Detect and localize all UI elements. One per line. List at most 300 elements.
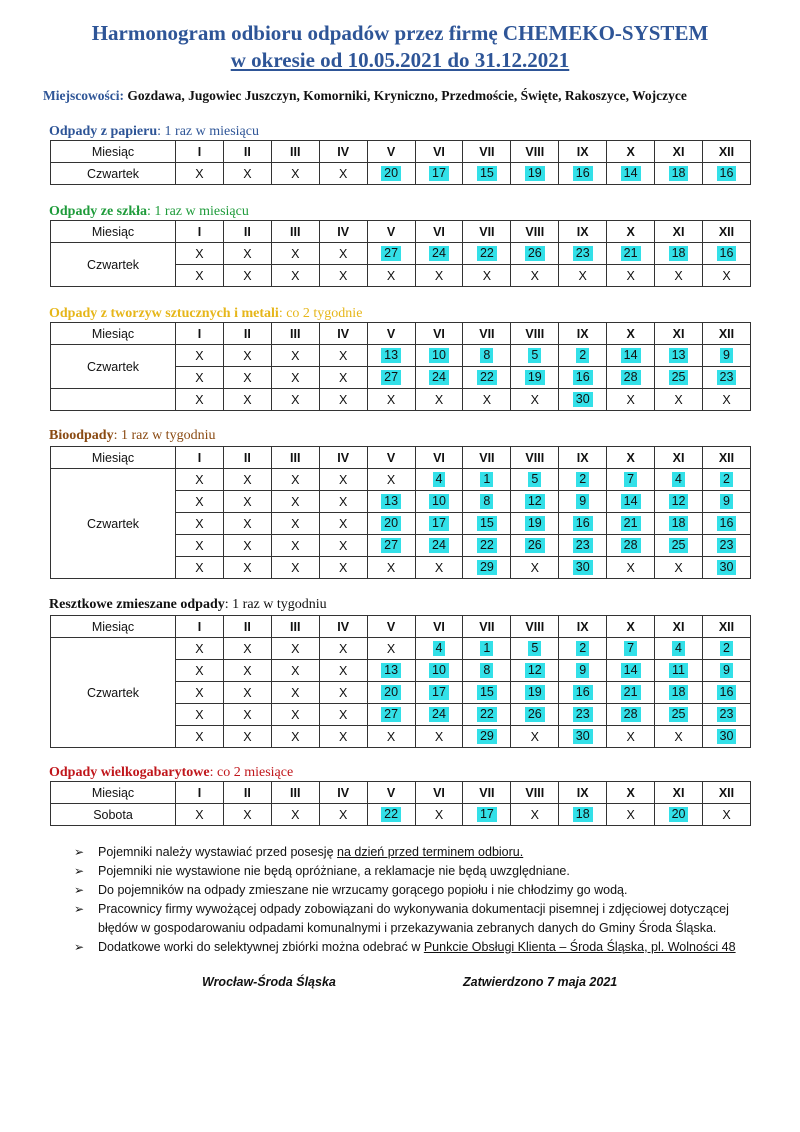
pickup-date: 20 <box>381 685 401 700</box>
month-column-header: V <box>367 616 415 638</box>
date-cell <box>511 535 559 557</box>
date-cell <box>463 345 511 367</box>
date-cell <box>702 469 750 491</box>
pickup-date: 27 <box>381 707 401 722</box>
date-cell <box>559 804 607 826</box>
date-cell: X <box>319 491 367 513</box>
date-cell: X <box>319 265 367 287</box>
date-cell: X <box>176 513 224 535</box>
month-column-header: VII <box>463 616 511 638</box>
month-header-cell: Miesiąc <box>51 616 176 638</box>
date-cell: X <box>223 491 271 513</box>
pickup-date: 1 <box>480 472 493 487</box>
date-cell <box>559 513 607 535</box>
table-header-row <box>51 141 751 163</box>
date-cell <box>415 469 463 491</box>
month-column-header: XI <box>655 447 703 469</box>
pickup-date: 29 <box>477 560 497 575</box>
pickup-date: 4 <box>433 641 446 656</box>
month-column-header: VIII <box>511 141 559 163</box>
pickup-date: 5 <box>528 348 541 363</box>
note-text: Dodatkowe worki do selektywnej zbiórki można odebrać w <box>98 940 424 954</box>
pickup-date: 9 <box>576 663 589 678</box>
day-label-cell: Czwartek <box>51 638 176 748</box>
date-cell <box>559 389 607 411</box>
month-column-header: IX <box>559 221 607 243</box>
month-column-header: V <box>367 141 415 163</box>
date-cell: X <box>367 389 415 411</box>
section-name: Resztkowe zmieszane odpady <box>49 597 225 612</box>
date-cell <box>367 367 415 389</box>
date-cell: X <box>319 513 367 535</box>
pickup-date: 22 <box>477 707 497 722</box>
pickup-date: 7 <box>624 641 637 656</box>
month-column-header: IV <box>319 323 367 345</box>
table-header-row <box>51 616 751 638</box>
month-column-header: XI <box>655 141 703 163</box>
table-row <box>51 804 751 826</box>
date-cell <box>367 804 415 826</box>
pickup-date: 18 <box>669 246 689 261</box>
date-cell <box>607 367 655 389</box>
date-cell: X <box>271 491 319 513</box>
localities-line <box>43 88 783 104</box>
day-label-cell: Sobota <box>51 804 176 826</box>
date-cell: X <box>367 469 415 491</box>
pickup-date: 13 <box>669 348 689 363</box>
date-cell: X <box>319 469 367 491</box>
date-cell <box>607 682 655 704</box>
arrow-bullet-icon: ➢ <box>74 845 85 859</box>
month-column-header: IX <box>559 782 607 804</box>
date-cell <box>655 535 703 557</box>
pickup-date: 30 <box>573 392 593 407</box>
month-column-header: IX <box>559 141 607 163</box>
date-cell: X <box>223 345 271 367</box>
month-header-cell: Miesiąc <box>51 447 176 469</box>
pickup-date: 26 <box>525 707 545 722</box>
schedule-table <box>50 220 751 287</box>
date-cell <box>607 243 655 265</box>
schedule-table <box>50 781 751 826</box>
pickup-date: 7 <box>624 472 637 487</box>
date-cell <box>463 557 511 579</box>
date-cell <box>511 638 559 660</box>
date-cell: X <box>655 265 703 287</box>
date-cell <box>463 243 511 265</box>
pickup-date: 2 <box>576 348 589 363</box>
pickup-date: 2 <box>720 641 733 656</box>
month-column-header: I <box>176 616 224 638</box>
schedule-table <box>50 615 751 748</box>
pickup-date: 12 <box>669 494 689 509</box>
month-column-header: VIII <box>511 221 559 243</box>
date-cell: X <box>176 804 224 826</box>
date-cell <box>367 345 415 367</box>
month-column-header: III <box>271 221 319 243</box>
localities-label: Miejscowości: <box>43 88 124 103</box>
section-frequency: : co 2 miesiące <box>209 765 294 780</box>
pickup-date: 18 <box>669 166 689 181</box>
note-item <box>74 900 764 938</box>
date-cell <box>655 513 703 535</box>
date-cell: X <box>176 682 224 704</box>
pickup-date: 25 <box>669 707 689 722</box>
section-title <box>49 204 249 220</box>
date-cell <box>415 535 463 557</box>
date-cell <box>511 243 559 265</box>
date-cell <box>655 704 703 726</box>
section-name: Odpady wielkogabarytowe <box>49 765 210 780</box>
date-cell <box>702 513 750 535</box>
date-cell <box>415 345 463 367</box>
date-cell <box>415 163 463 185</box>
date-cell <box>655 469 703 491</box>
month-column-header: X <box>607 323 655 345</box>
note-item <box>74 862 764 881</box>
pickup-date: 16 <box>717 166 737 181</box>
date-cell <box>607 660 655 682</box>
pickup-date: 30 <box>717 729 737 744</box>
pickup-date: 21 <box>621 685 641 700</box>
date-cell: X <box>176 243 224 265</box>
date-cell: X <box>271 557 319 579</box>
date-cell <box>607 491 655 513</box>
pickup-date: 27 <box>381 246 401 261</box>
table-row <box>51 638 751 660</box>
date-cell: X <box>607 557 655 579</box>
date-cell: X <box>176 535 224 557</box>
month-column-header: I <box>176 141 224 163</box>
date-cell: X <box>319 367 367 389</box>
note-text: Pracownicy firmy wywożącej odpady zobowiązani do wykonywania dokumentacji pisemnej i zdjęciowej dotyczącej błędów w gospodarowaniu odpadami komunalnymi i przekazywania zebranych danych do Gminy Środa Śląska. <box>98 902 729 935</box>
month-column-header: VI <box>415 221 463 243</box>
date-cell: X <box>415 804 463 826</box>
section-frequency: : 1 raz w tygodniu <box>113 428 216 443</box>
date-cell: X <box>319 163 367 185</box>
month-column-header: VI <box>415 447 463 469</box>
date-cell: X <box>223 389 271 411</box>
pickup-date: 18 <box>669 685 689 700</box>
date-cell: X <box>319 557 367 579</box>
date-cell: X <box>271 804 319 826</box>
date-cell: X <box>319 638 367 660</box>
month-column-header: IV <box>319 447 367 469</box>
pickup-date: 8 <box>480 494 493 509</box>
date-cell <box>559 535 607 557</box>
section-frequency: : 1 raz w tygodniu <box>224 597 327 612</box>
month-column-header: X <box>607 782 655 804</box>
month-header-cell: Miesiąc <box>51 141 176 163</box>
date-cell: X <box>176 638 224 660</box>
day-label-cell: Czwartek <box>51 163 176 185</box>
date-cell: X <box>271 345 319 367</box>
month-column-header: VII <box>463 447 511 469</box>
pickup-date: 9 <box>720 663 733 678</box>
note-text: Pojemniki nie wystawione nie będą opróżniane, a reklamacje nie będą uwzględniane. <box>98 864 570 878</box>
section-title <box>49 124 259 140</box>
pickup-date: 29 <box>477 729 497 744</box>
date-cell <box>607 345 655 367</box>
pickup-date: 13 <box>381 348 401 363</box>
date-cell <box>607 469 655 491</box>
schedule-table <box>50 140 751 185</box>
pickup-date: 16 <box>573 685 593 700</box>
pickup-date: 17 <box>477 807 497 822</box>
date-cell: X <box>176 557 224 579</box>
date-cell: X <box>223 638 271 660</box>
month-column-header: VIII <box>511 323 559 345</box>
pickup-date: 1 <box>480 641 493 656</box>
date-cell: X <box>176 265 224 287</box>
month-column-header: IX <box>559 323 607 345</box>
month-column-header: VII <box>463 782 511 804</box>
month-column-header: II <box>223 221 271 243</box>
section-frequency: : 1 raz w miesiącu <box>157 124 259 139</box>
date-cell <box>655 638 703 660</box>
date-cell <box>559 682 607 704</box>
pickup-date: 4 <box>672 641 685 656</box>
date-cell <box>559 704 607 726</box>
pickup-date: 18 <box>669 516 689 531</box>
month-column-header: VI <box>415 141 463 163</box>
date-cell <box>559 243 607 265</box>
date-cell <box>559 367 607 389</box>
month-column-header: III <box>271 782 319 804</box>
pickup-date: 22 <box>381 807 401 822</box>
date-cell <box>559 491 607 513</box>
pickup-date: 16 <box>573 370 593 385</box>
pickup-date: 12 <box>525 494 545 509</box>
month-column-header: XII <box>702 616 750 638</box>
month-column-header: XI <box>655 221 703 243</box>
date-cell: X <box>655 389 703 411</box>
pickup-date: 2 <box>720 472 733 487</box>
table-row <box>51 243 751 265</box>
pickup-date: 23 <box>573 538 593 553</box>
date-cell <box>367 243 415 265</box>
date-cell <box>511 491 559 513</box>
date-cell: X <box>607 726 655 748</box>
month-column-header: II <box>223 141 271 163</box>
month-column-header: III <box>271 323 319 345</box>
date-cell <box>367 513 415 535</box>
pickup-date: 17 <box>429 685 449 700</box>
pickup-date: 27 <box>381 538 401 553</box>
pickup-date: 4 <box>672 472 685 487</box>
month-column-header: VII <box>463 323 511 345</box>
date-cell <box>655 660 703 682</box>
pickup-date: 18 <box>573 807 593 822</box>
date-cell <box>655 367 703 389</box>
pickup-date: 8 <box>480 663 493 678</box>
date-cell: X <box>367 557 415 579</box>
month-column-header: VIII <box>511 782 559 804</box>
month-column-header: X <box>607 447 655 469</box>
month-column-header: X <box>607 616 655 638</box>
pickup-date: 23 <box>717 707 737 722</box>
pickup-date: 28 <box>621 538 641 553</box>
date-cell: X <box>271 389 319 411</box>
pickup-date: 19 <box>525 370 545 385</box>
date-cell <box>367 704 415 726</box>
date-cell: X <box>702 804 750 826</box>
date-cell <box>702 557 750 579</box>
table-header-row <box>51 782 751 804</box>
pickup-date: 17 <box>429 516 449 531</box>
date-cell <box>702 243 750 265</box>
date-cell <box>607 163 655 185</box>
month-column-header: IV <box>319 141 367 163</box>
date-cell <box>655 243 703 265</box>
pickup-date: 13 <box>381 494 401 509</box>
date-cell <box>511 367 559 389</box>
month-column-header: X <box>607 141 655 163</box>
date-cell <box>702 638 750 660</box>
day-label-cell: Czwartek <box>51 469 176 579</box>
date-cell: X <box>607 265 655 287</box>
pickup-date: 23 <box>717 370 737 385</box>
month-column-header: III <box>271 447 319 469</box>
date-cell <box>559 163 607 185</box>
date-cell <box>702 682 750 704</box>
date-cell <box>463 638 511 660</box>
empty-label-cell <box>51 389 176 411</box>
pickup-date: 22 <box>477 370 497 385</box>
section-name: Odpady z tworzyw sztucznych i metali <box>49 306 279 321</box>
section-title <box>49 597 327 613</box>
date-cell: X <box>223 243 271 265</box>
pickup-date: 26 <box>525 538 545 553</box>
date-cell: X <box>319 682 367 704</box>
pickup-date: 9 <box>576 494 589 509</box>
month-column-header: XII <box>702 221 750 243</box>
date-cell: X <box>271 682 319 704</box>
date-cell <box>511 682 559 704</box>
date-cell: X <box>271 535 319 557</box>
section-name: Bioodpady <box>49 428 114 443</box>
month-column-header: VII <box>463 141 511 163</box>
month-column-header: VIII <box>511 447 559 469</box>
pickup-date: 10 <box>429 494 449 509</box>
date-cell: X <box>511 726 559 748</box>
date-cell <box>702 163 750 185</box>
date-cell: X <box>511 389 559 411</box>
month-column-header: I <box>176 447 224 469</box>
date-cell: X <box>271 469 319 491</box>
section-frequency: : co 2 tygodnie <box>278 306 363 321</box>
date-cell: X <box>655 726 703 748</box>
date-cell: X <box>176 367 224 389</box>
month-header-cell: Miesiąc <box>51 323 176 345</box>
date-cell <box>463 491 511 513</box>
date-cell <box>415 243 463 265</box>
page-title: Harmonogram odbioru odpadów przez firmę CHEMEKO-SYSTEM <box>91 21 709 45</box>
pickup-date: 2 <box>576 472 589 487</box>
pickup-date: 30 <box>717 560 737 575</box>
date-cell <box>607 704 655 726</box>
date-cell: X <box>271 704 319 726</box>
day-label-cell: Czwartek <box>51 243 176 287</box>
pickup-date: 20 <box>381 516 401 531</box>
month-column-header: V <box>367 782 415 804</box>
pickup-date: 28 <box>621 370 641 385</box>
date-cell <box>655 682 703 704</box>
date-cell: X <box>367 265 415 287</box>
day-label-cell: Czwartek <box>51 345 176 389</box>
arrow-bullet-icon: ➢ <box>74 940 85 954</box>
month-column-header: VIII <box>511 616 559 638</box>
note-text: Punkcie Obsługi Klienta – Środa Śląska, pl. Wolności 48 <box>423 940 736 954</box>
pickup-date: 17 <box>429 166 449 181</box>
date-cell <box>511 345 559 367</box>
footer-place: Wrocław-Środa Śląska <box>202 975 336 989</box>
section-frequency: : 1 raz w miesiącu <box>147 204 249 219</box>
date-cell: X <box>367 638 415 660</box>
pickup-date: 30 <box>573 560 593 575</box>
date-cell: X <box>702 389 750 411</box>
month-column-header: VI <box>415 323 463 345</box>
month-column-header: I <box>176 782 224 804</box>
date-cell <box>559 726 607 748</box>
month-column-header: II <box>223 447 271 469</box>
date-cell: X <box>271 163 319 185</box>
date-cell: X <box>319 243 367 265</box>
date-cell: X <box>271 638 319 660</box>
date-cell <box>511 660 559 682</box>
note-text: Pojemniki należy wystawiać przed posesję <box>98 845 337 859</box>
schedule-table <box>50 446 751 579</box>
note-text: na dzień przed terminem odbioru. <box>337 845 524 859</box>
date-cell: X <box>176 660 224 682</box>
date-cell: X <box>607 389 655 411</box>
date-cell <box>367 163 415 185</box>
date-cell <box>367 491 415 513</box>
date-cell: X <box>655 557 703 579</box>
month-column-header: VII <box>463 221 511 243</box>
date-cell: X <box>463 265 511 287</box>
pickup-date: 30 <box>573 729 593 744</box>
section-title <box>49 428 215 444</box>
month-column-header: VI <box>415 616 463 638</box>
date-cell: X <box>271 513 319 535</box>
pickup-date: 21 <box>621 246 641 261</box>
date-cell: X <box>559 265 607 287</box>
date-cell: X <box>176 163 224 185</box>
pickup-date: 14 <box>621 494 641 509</box>
date-cell: X <box>319 704 367 726</box>
date-cell <box>559 345 607 367</box>
date-cell: X <box>702 265 750 287</box>
date-cell: X <box>223 513 271 535</box>
date-cell: X <box>319 804 367 826</box>
date-cell: X <box>223 535 271 557</box>
pickup-date: 19 <box>525 166 545 181</box>
section-name: Odpady z papieru <box>49 124 158 139</box>
date-cell: X <box>223 726 271 748</box>
date-cell <box>463 163 511 185</box>
pickup-date: 21 <box>621 516 641 531</box>
date-cell: X <box>511 265 559 287</box>
date-cell: X <box>415 557 463 579</box>
pickup-date: 25 <box>669 370 689 385</box>
pickup-date: 9 <box>720 494 733 509</box>
date-cell: X <box>415 265 463 287</box>
table-row <box>51 163 751 185</box>
pickup-date: 24 <box>429 538 449 553</box>
date-cell <box>463 660 511 682</box>
note-text: Do pojemników na odpady zmieszane nie wrzucamy gorącego popiołu i nie chłodzimy go wodą. <box>98 883 628 897</box>
